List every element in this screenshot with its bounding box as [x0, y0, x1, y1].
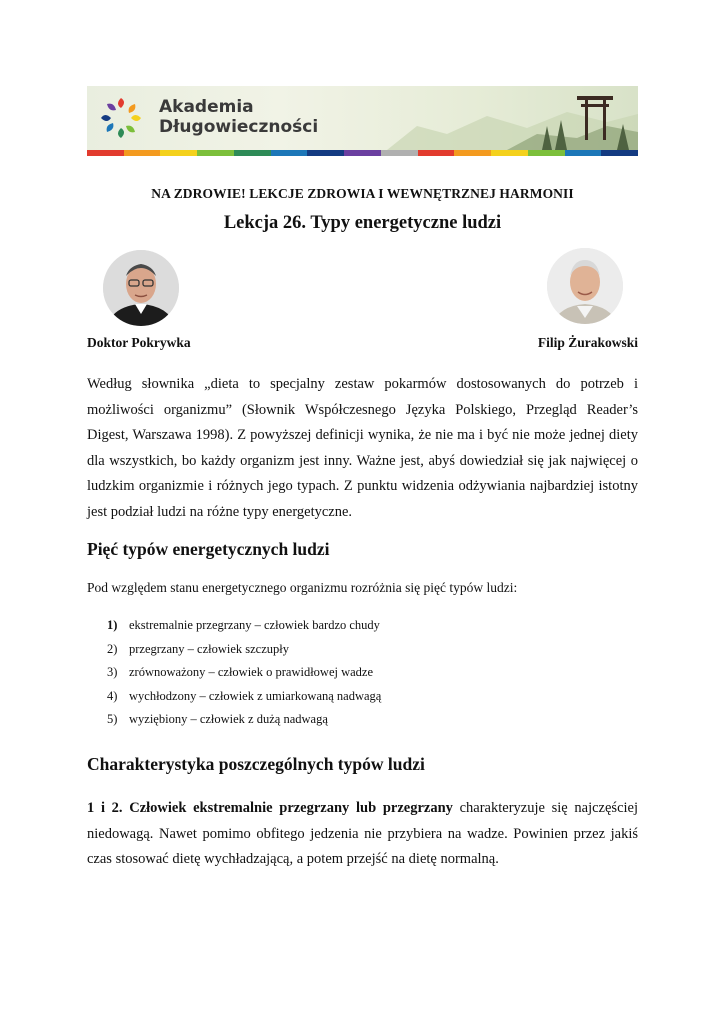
brand-line-1: Akademia [159, 97, 254, 117]
characteristics-paragraph [87, 796, 638, 873]
list-item [107, 614, 381, 638]
energy-types-list [107, 614, 381, 732]
stripe-segment [418, 150, 455, 156]
stripe-segment [234, 150, 271, 156]
paragraph-body: charakteryzuje się najczęściej niedowagą. Nawet pomimo obfitego jedzenia nie przybiera na wadze. Powinien przez jakiś czas stosować dietę wychładzającą, a potem przejść na dietę normalną. [87, 800, 639, 867]
author-photo-left [103, 250, 179, 326]
stripe-segment [565, 150, 602, 156]
list-item-text: ekstremalnie przegrzany – człowiek bardzo chudy [129, 618, 380, 632]
stripe-segment [160, 150, 197, 156]
header-banner [87, 86, 638, 156]
stripe-segment [271, 150, 308, 156]
list-item-text: wyziębiony – człowiek z dużą nadwagą [129, 712, 328, 726]
author-name-left: Doktor Pokrywka [87, 335, 191, 350]
paragraph-lead: 1 i 2. Człowiek ekstremalnie przegrzany lub przegrzany [87, 800, 453, 816]
list-item-number: 5) [107, 712, 118, 726]
stripe-segment [197, 150, 234, 156]
list-item [107, 708, 381, 732]
series-kicker: NA ZDROWIE! LEKCJE ZDROWIA I WEWNĘTRZNEJ HARMONII [151, 186, 574, 201]
list-item-text: przegrzany – człowiek szczupły [129, 641, 289, 656]
stripe-segment [601, 150, 638, 156]
list-item-number: 2) [107, 641, 118, 656]
brand-name [159, 97, 318, 137]
list-item-number: 3) [107, 665, 118, 679]
author-photo-right [547, 248, 623, 324]
stripe-segment [344, 150, 381, 156]
section-intro: Pod względem stanu energetycznego organizmu rozróżnia się pięć typów ludzi: [87, 580, 518, 595]
color-stripe [87, 150, 638, 156]
section-heading-types: Pięć typów energetycznych ludzi [87, 539, 330, 559]
list-item [107, 638, 381, 662]
lesson-title: Lekcja 26. Typy energetyczne ludzi [223, 213, 502, 233]
list-item-text: zrównoważony – człowiek o prawidłowej wadze [129, 665, 374, 679]
logo-icon [97, 94, 145, 142]
list-item-number: 4) [107, 688, 118, 703]
list-item [107, 661, 381, 685]
section-heading-characteristics: Charakterystyka poszczególnych typów ludzi [87, 754, 425, 774]
list-item-text: wychłodzony – człowiek z umiarkowaną nadwagą [129, 688, 382, 703]
stripe-segment [124, 150, 161, 156]
stripe-segment [491, 150, 528, 156]
author-name-right: Filip Żurakowski [537, 335, 638, 350]
list-item [107, 685, 381, 709]
stripe-segment [381, 150, 418, 156]
stripe-segment [87, 150, 124, 156]
stripe-segment [454, 150, 491, 156]
intro-paragraph: Według słownika „dieta to specjalny zestaw pokarmów dostosowanych do potrzeb i możliwości organizmu” (Słownik Współczesnego Języka Polskiego, Przegląd Reader’s Digest, Warszawa 1998). Z powyższej definicji wynika, że nie ma i być nie może jednej diety dla wszystkich, bo każdy organizm jest inny. Ważne jest, abyś dowiedział się jak najwięcej o ludzkim organizmie i różnych jego typach. Z punktu widzenia odżywiania najbardziej istotny jest podział ludzi na różne typy energetyczne. [87, 376, 638, 520]
stripe-segment [528, 150, 565, 156]
stripe-segment [307, 150, 344, 156]
brand-line-2: Długowieczności [159, 117, 319, 137]
list-item-number: 1) [107, 618, 118, 632]
